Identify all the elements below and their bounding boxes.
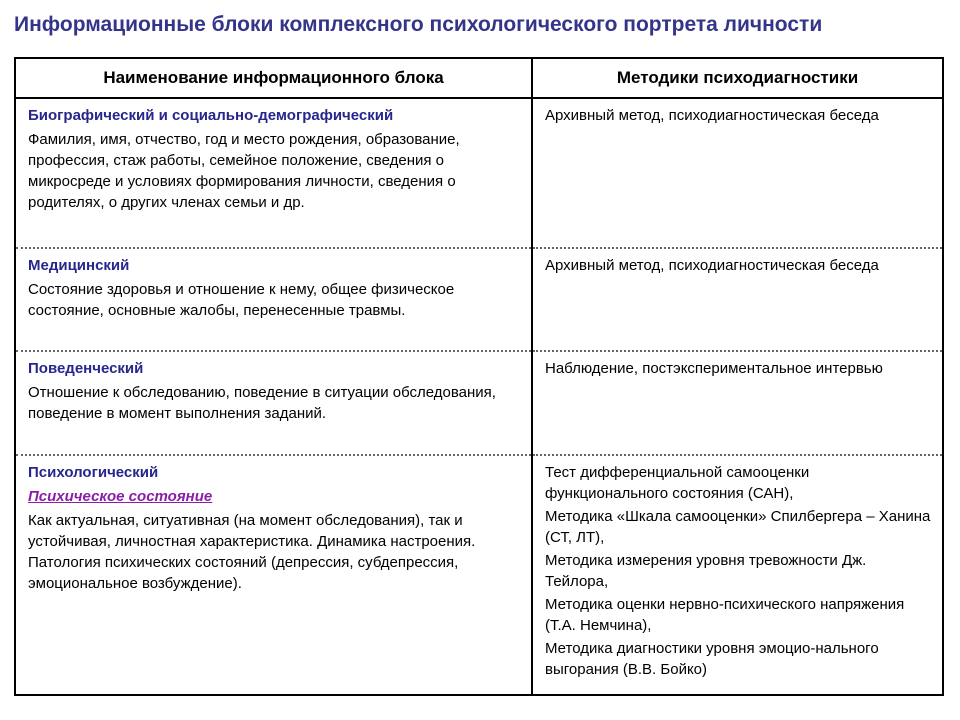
method-item: Тест дифференциальной самооценки функционального состояния (САН),: [545, 464, 810, 502]
method-item: Архивный метод, психодиагностическая беседа: [545, 107, 879, 124]
methods-cell: [532, 455, 943, 695]
block-description: Отношение к обследованию, поведение в ситуации обследования, поведение в момент выполнения заданий.: [28, 384, 496, 422]
block-name: Медицинский: [28, 257, 130, 274]
table-row: [15, 248, 943, 351]
method-item: Наблюдение, постэкспериментальное интервью: [545, 360, 883, 377]
block-cell: [15, 351, 532, 455]
block-description: Как актуальная, ситуативная (на момент обследования), так и устойчивая, личностная характеристика. Динамика настроения. Патология психических состояний (депрессия, субдепрессия, эмоциональное возбуждение).: [28, 512, 476, 592]
info-blocks-table: [14, 57, 944, 696]
method-item: Методика измерения уровня тревожности Дж. Тейлора,: [545, 552, 867, 590]
table-row: [15, 351, 943, 455]
methods-cell: [532, 351, 943, 455]
block-name: Психологический: [28, 464, 159, 481]
method-item: Методика «Шкала самооценки» Спилбергера – Ханина (СТ, ЛТ),: [545, 508, 931, 546]
methods-cell: [532, 248, 943, 351]
method-item: Методика оценки нервно-психического напряжения (Т.А. Немчина),: [545, 596, 905, 634]
table-header-row: [15, 58, 943, 98]
page-title: Информационные блоки комплексного психологического портрета личности: [14, 13, 823, 36]
block-cell: [15, 248, 532, 351]
block-description: Фамилия, имя, отчество, год и место рождения, образование, профессия, стаж работы, семейное положение, сведения о микросреде и условиях формирования личности, сведения о родителях, о других членах семьи и др.: [28, 131, 460, 211]
block-cell: [15, 98, 532, 248]
method-item: Методика диагностики уровня эмоцио-нального выгорания (В.В. Бойко): [545, 640, 879, 678]
column-header-methods: Методики психодиагностики: [532, 58, 943, 98]
table-row: [15, 455, 943, 695]
block-cell: [15, 455, 532, 695]
block-name: Поведенческий: [28, 360, 144, 377]
column-header-block-name: Наименование информационного блока: [15, 58, 532, 98]
method-item: Архивный метод, психодиагностическая беседа: [545, 257, 879, 274]
psychic-state-link[interactable]: Психическое состояние: [28, 488, 213, 505]
methods-cell: [532, 98, 943, 248]
block-name: Биографический и социально-демографический: [28, 107, 394, 124]
table-row: [15, 98, 943, 248]
block-description: Состояние здоровья и отношение к нему, общее физическое состояние, основные жалобы, перенесенные травмы.: [28, 281, 455, 319]
